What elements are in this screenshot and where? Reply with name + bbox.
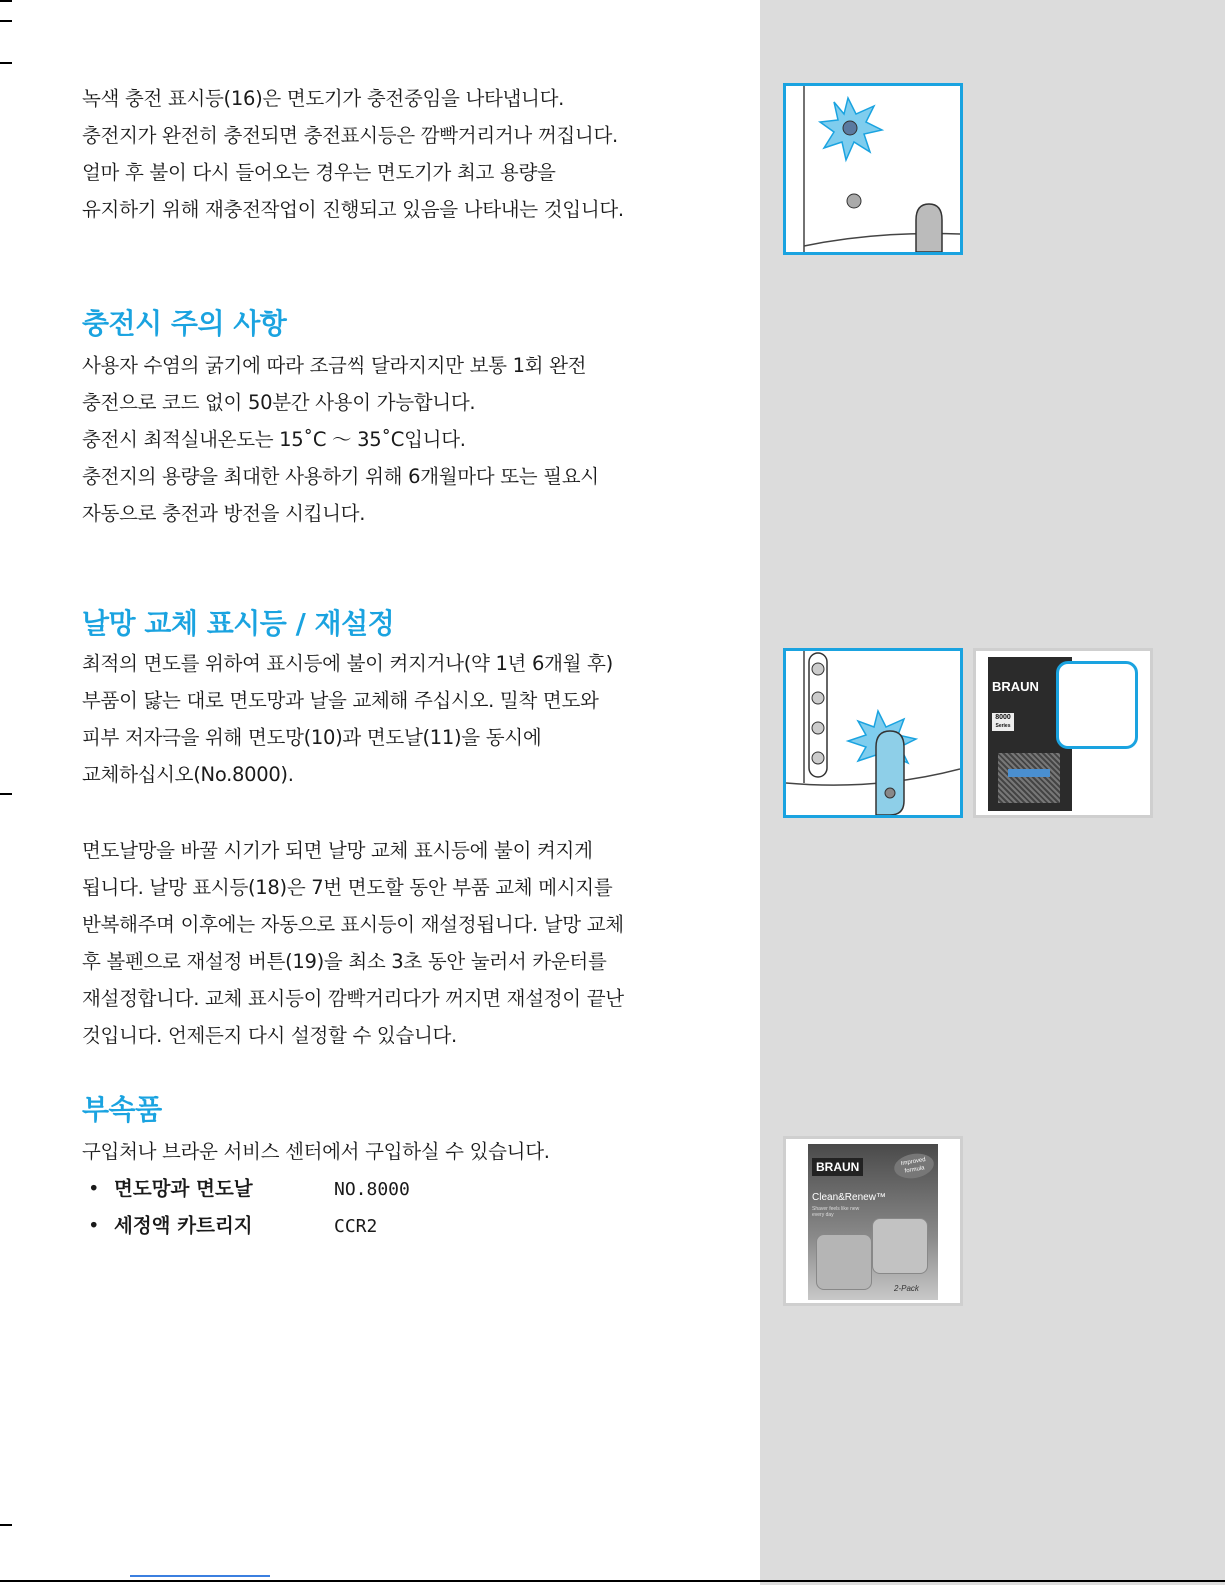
crop-mark bbox=[0, 1524, 12, 1526]
text-line: 얼마 후 불이 다시 들어오는 경우는 면도기가 최고 용량을 bbox=[82, 161, 556, 184]
shaver-illustration bbox=[786, 651, 960, 815]
footer-rule bbox=[130, 1575, 270, 1577]
product-name: Clean&Renew™ bbox=[812, 1192, 886, 1203]
indicator-led-icon bbox=[843, 121, 857, 135]
series-number: 8000 bbox=[995, 714, 1011, 721]
accessory-code: CCR2 bbox=[334, 1216, 378, 1237]
crop-mark bbox=[0, 20, 12, 22]
text-line: 충전지의 용량을 최대한 사용하기 위해 6개월마다 또는 필요시 bbox=[82, 465, 599, 488]
bullet: • bbox=[88, 1177, 100, 1200]
replacement-indicator-figure bbox=[783, 648, 963, 818]
product-package bbox=[808, 1144, 938, 1300]
text-line: 충전지가 완전히 충전되면 충전표시등은 깜빡거리거나 꺼집니다. bbox=[82, 124, 618, 147]
callout-box bbox=[1056, 661, 1138, 749]
text-line: 교체하십시오(No.8000). bbox=[82, 763, 294, 786]
indicator-led-icon bbox=[812, 722, 824, 734]
replacement-heading: 날망 교체 표시등 / 재설정 bbox=[82, 607, 395, 640]
foil-cassette-image bbox=[998, 753, 1060, 803]
text-line: 면도날망을 바꿀 시기가 되면 날망 교체 표시등에 불이 켜지게 bbox=[82, 839, 593, 862]
text-line: 재설정합니다. 교체 표시등이 깜빡거리다가 꺼지면 재설정이 끝난 bbox=[82, 987, 624, 1010]
text-line: 유지하기 위해 재충전작업이 진행되고 있음을 나타내는 것입니다. bbox=[82, 198, 624, 221]
charging-heading: 충전시 주의 사항 bbox=[82, 307, 287, 340]
accessory-item bbox=[88, 1207, 377, 1245]
text-line: 것입니다. 언제든지 다시 설정할 수 있습니다. bbox=[82, 1024, 457, 1047]
indicator-led-icon bbox=[847, 194, 861, 208]
crop-mark bbox=[0, 62, 12, 64]
accessories-intro: 구입처나 브라운 서비스 센터에서 구입하실 수 있습니다. bbox=[82, 1140, 550, 1163]
text-line: 후 볼펜으로 재설정 버튼(19)을 최소 3초 동안 눌러서 카운터를 bbox=[82, 950, 607, 973]
text-line: 됩니다. 날망 표시등(18)은 7번 면도할 동안 부품 교체 메시지를 bbox=[82, 876, 613, 899]
brand-logo: BRAUN bbox=[812, 1158, 863, 1176]
indicator-led-icon bbox=[812, 692, 824, 704]
clean-renew-pack-figure bbox=[783, 1136, 963, 1306]
series-badge bbox=[992, 713, 1014, 731]
cartridge-image bbox=[816, 1234, 872, 1290]
text-line: 녹색 충전 표시등(16)은 면도기가 충전중임을 나타냅니다. bbox=[82, 87, 565, 110]
page-bottom-rule bbox=[0, 1580, 1225, 1582]
cartridge-image bbox=[872, 1218, 928, 1274]
bullet: • bbox=[88, 1214, 100, 1237]
crop-mark bbox=[0, 0, 12, 2]
product-tagline: Shaver feels like new every day bbox=[812, 1206, 860, 1218]
switch-icon bbox=[916, 204, 942, 252]
charging-indicator-figure bbox=[783, 83, 963, 255]
text-line: 피부 저자극을 위해 면도망(10)과 면도날(11)을 동시에 bbox=[82, 726, 542, 749]
text-line: 반복해주며 이후에는 자동으로 표시등이 재설정됩니다. 날망 교체 bbox=[82, 913, 624, 936]
text-line: 사용자 수염의 굵기에 따라 조금씩 달라지지만 보통 1회 완전 bbox=[82, 354, 587, 377]
indicator-led-icon bbox=[812, 663, 824, 675]
shaver-illustration bbox=[786, 86, 960, 252]
accessory-name: 세정액 카트리지 bbox=[114, 1214, 253, 1237]
text-line: 부품이 닳는 대로 면도망과 날을 교체해 주십시오. 밀착 면도와 bbox=[82, 689, 599, 712]
indicator-led-icon bbox=[812, 752, 824, 764]
accessories-heading: 부속품 bbox=[82, 1093, 162, 1126]
switch-icon bbox=[876, 731, 904, 815]
pack-count: 2-Pack bbox=[894, 1284, 919, 1293]
text-line: 충전시 최적실내온도는 15˚C ～ 35˚C입니다. bbox=[82, 428, 466, 451]
accessory-item bbox=[88, 1170, 410, 1208]
text-line: 최적의 면도를 위하여 표시등에 불이 켜지거나(약 1년 6개월 후) bbox=[82, 652, 613, 675]
brand-logo: BRAUN bbox=[992, 679, 1039, 694]
accessory-code: NO.8000 bbox=[334, 1179, 410, 1200]
improved-formula-badge: Improved formula bbox=[892, 1151, 936, 1182]
text-line: 충전으로 코드 없이 50분간 사용이 가능합니다. bbox=[82, 391, 476, 414]
series-label: Series bbox=[995, 723, 1011, 729]
accessory-name: 면도망과 면도날 bbox=[114, 1177, 253, 1200]
crop-mark bbox=[0, 793, 12, 795]
text-line: 자동으로 충전과 방전을 시킵니다. bbox=[82, 502, 366, 525]
foil-cutter-pack-figure bbox=[973, 648, 1153, 818]
